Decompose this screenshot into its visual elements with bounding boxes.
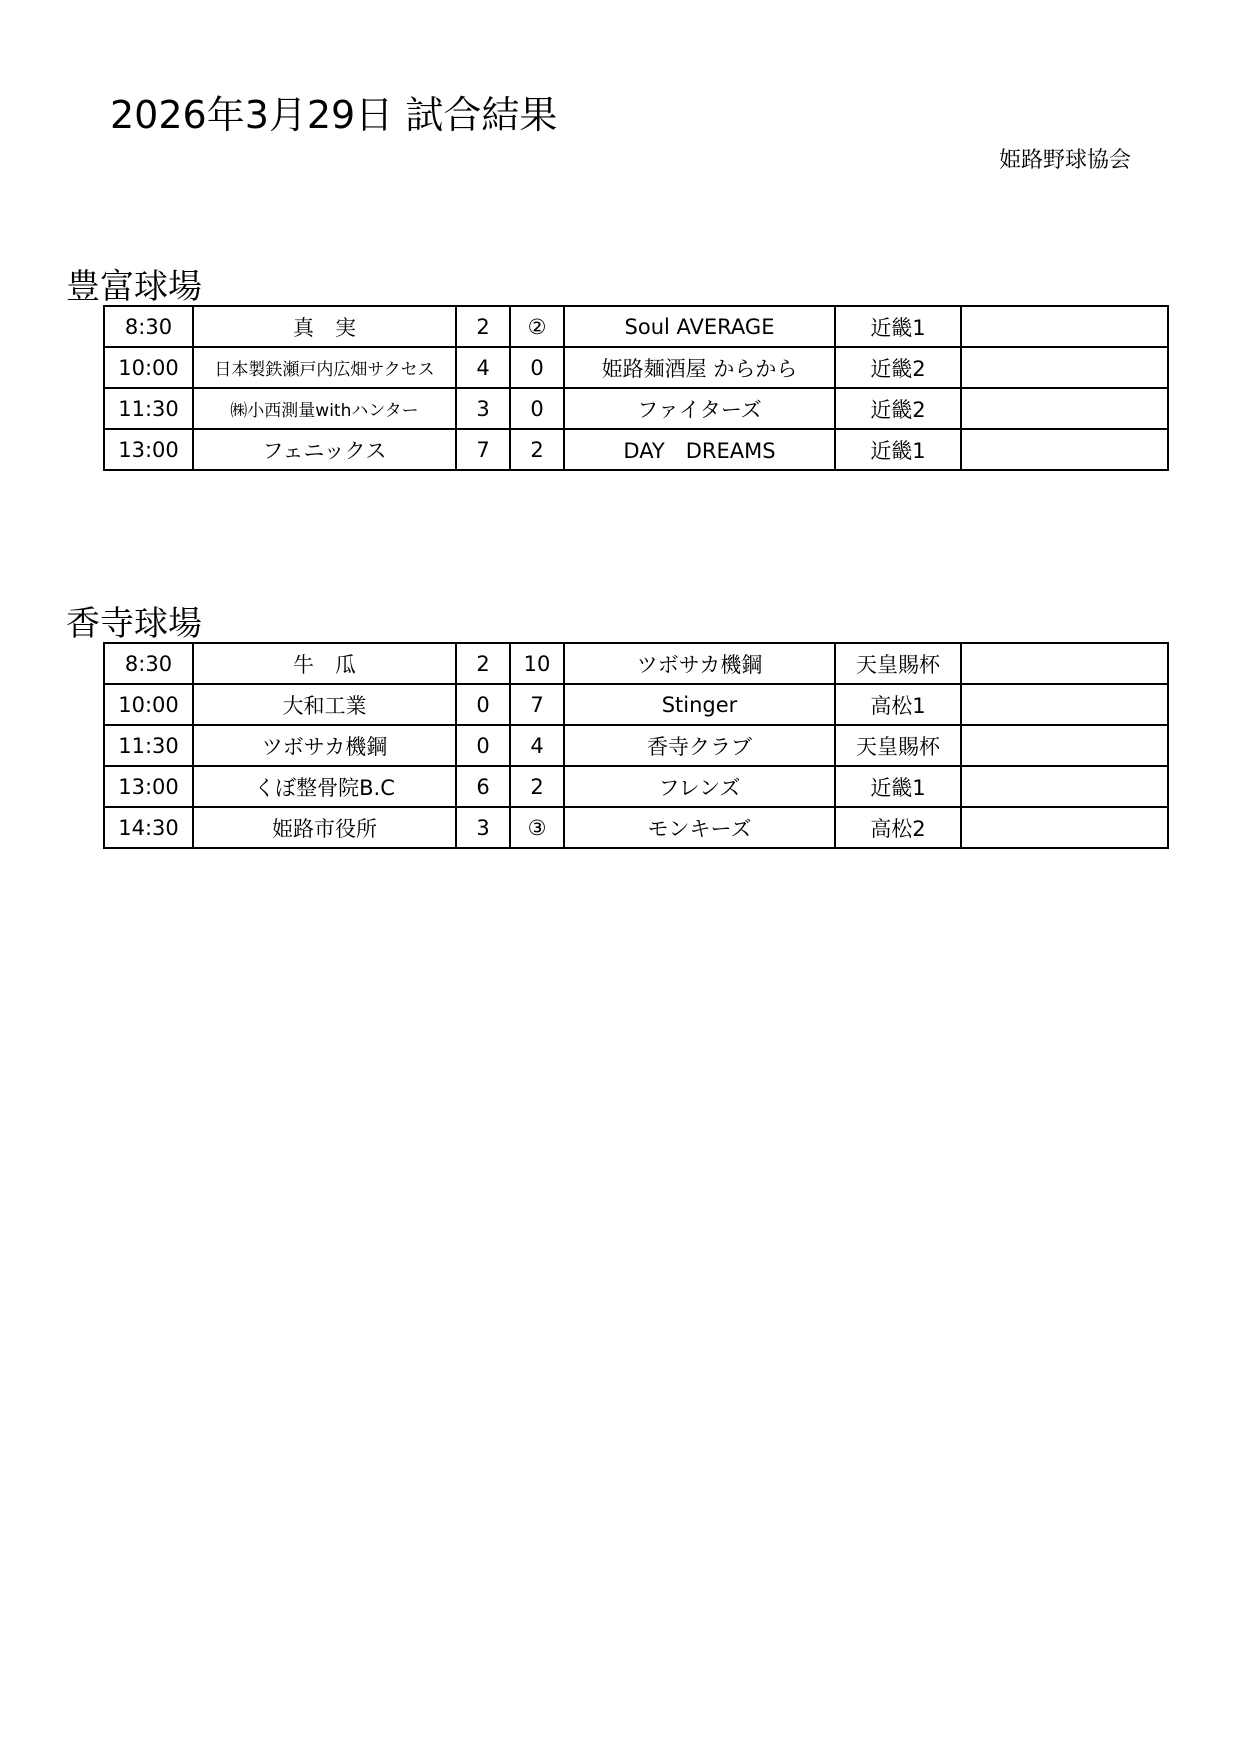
team2-score: 0 [510,388,564,429]
team1-name: ツボサカ機鋼 [193,725,456,766]
league-name: 高松1 [835,684,961,725]
team2-score: 2 [510,429,564,470]
team2-score: 0 [510,347,564,388]
team1-score: 7 [456,429,510,470]
note-cell [961,725,1168,766]
team2-score: 10 [510,643,564,684]
game-time: 10:00 [104,684,193,725]
team1-name: 牛 瓜 [193,643,456,684]
team1-score: 6 [456,766,510,807]
team2-name: 香寺クラブ [564,725,835,766]
table-row [104,429,1168,470]
team2-name: DAY DREAMS [564,429,835,470]
team1-name: ㈱小西測量withハンター [193,388,456,429]
results-table-kodera [103,642,1169,849]
league-name: 近畿1 [835,429,961,470]
team1-score: 2 [456,306,510,347]
team2-name: Stinger [564,684,835,725]
team1-name: くぼ整骨院B.C [193,766,456,807]
team2-name: フレンズ [564,766,835,807]
note-cell [961,643,1168,684]
game-time: 11:30 [104,725,193,766]
table-row [104,306,1168,347]
venue-heading-kodera: 香寺球場 [66,604,202,644]
note-cell [961,684,1168,725]
team1-score: 0 [456,684,510,725]
game-time: 13:00 [104,429,193,470]
league-name: 天皇賜杯 [835,725,961,766]
game-time: 11:30 [104,388,193,429]
team2-score: 2 [510,766,564,807]
team2-name: モンキーズ [564,807,835,848]
table-row [104,684,1168,725]
league-name: 近畿1 [835,306,961,347]
team2-name: ツボサカ機鋼 [564,643,835,684]
team2-name: ファイターズ [564,388,835,429]
league-name: 天皇賜杯 [835,643,961,684]
team2-score: 7 [510,684,564,725]
team2-name: 姫路麺酒屋 からから [564,347,835,388]
league-name: 近畿2 [835,388,961,429]
team2-score: 4 [510,725,564,766]
team1-name: 大和工業 [193,684,456,725]
table-row [104,347,1168,388]
team1-score: 0 [456,725,510,766]
team1-score: 2 [456,643,510,684]
table-row [104,725,1168,766]
note-cell [961,766,1168,807]
team2-name: Soul AVERAGE [564,306,835,347]
game-time: 10:00 [104,347,193,388]
game-time: 13:00 [104,766,193,807]
note-cell [961,429,1168,470]
team1-name: 姫路市役所 [193,807,456,848]
results-table-toyotomi [103,305,1169,471]
note-cell [961,807,1168,848]
game-time: 14:30 [104,807,193,848]
team1-score: 3 [456,388,510,429]
note-cell [961,347,1168,388]
table-row [104,388,1168,429]
team2-score: ② [510,306,564,347]
team2-score: ③ [510,807,564,848]
note-cell [961,388,1168,429]
team1-name: 真 実 [193,306,456,347]
team1-name: フェニックス [193,429,456,470]
game-time: 8:30 [104,306,193,347]
league-name: 高松2 [835,807,961,848]
team1-name: 日本製鉄瀬戸内広畑サクセス [193,347,456,388]
league-name: 近畿1 [835,766,961,807]
team1-score: 4 [456,347,510,388]
league-name: 近畿2 [835,347,961,388]
page-title: 2026年3月29日 試合結果 [110,93,558,137]
table-row [104,643,1168,684]
organization-name: 姫路野球協会 [998,148,1131,173]
venue-heading-toyotomi: 豊富球場 [66,267,202,307]
table-row [104,807,1168,848]
game-time: 8:30 [104,643,193,684]
team1-score: 3 [456,807,510,848]
table-row [104,766,1168,807]
note-cell [961,306,1168,347]
